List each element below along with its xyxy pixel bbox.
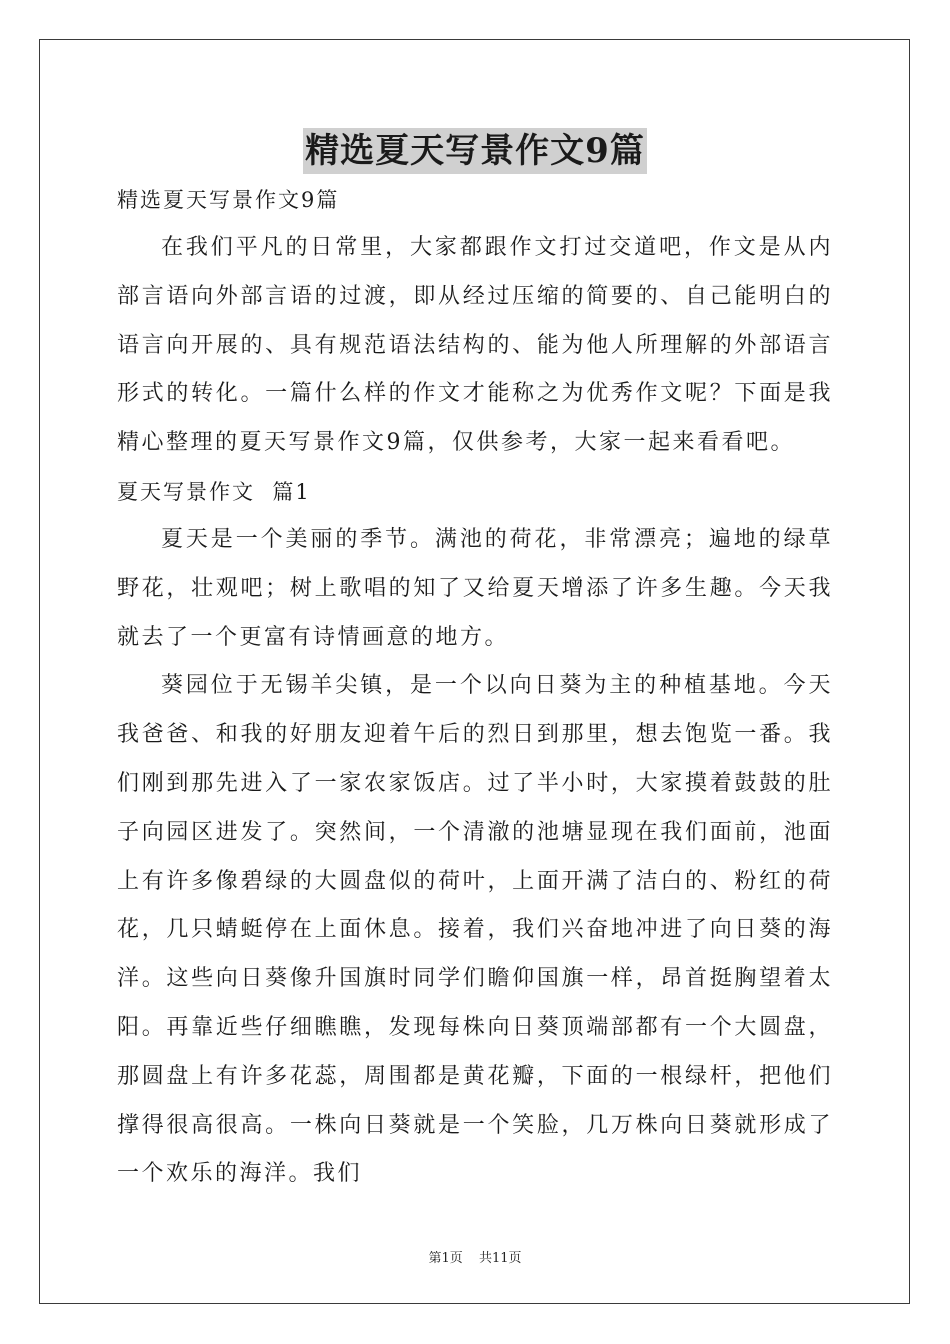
title-container bbox=[0, 128, 950, 174]
section-heading: 夏天写景作文 篇1 bbox=[117, 479, 311, 504]
document-title: 精选夏天写景作文9篇 bbox=[303, 128, 647, 174]
page-total: 共11页 bbox=[478, 1251, 522, 1266]
body-paragraph-1: 夏天是一个美丽的季节。满池的荷花，非常漂亮；遍地的绿草野花，壮观吧；树上歌唱的知了又给夏天增添了许多生趣。今天我就去了一个更富有诗情画意的地方。 bbox=[117, 526, 833, 650]
intro-paragraph: 在我们平凡的日常里，大家都跟作文打过交道吧，作文是从内部言语向外部言语的过渡，即从经过压缩的简要的、自己能明白的语言向开展的、具有规范语法结构的、能为他人所理解的外部语言形式的转化。一篇什么样的作文才能称之为优秀作文呢？下面是我精心整理的夏天写景作文9篇，仅供参考，大家一起来看看吧。 bbox=[117, 235, 833, 456]
body-paragraph-2: 葵园位于无锡羊尖镇，是一个以向日葵为主的种植基地。今天我爸爸、和我的好朋友迎着午后的烈日到那里，想去饱览一番。我们刚到那先进入了一家农家饭店。过了半小时，大家摸着鼓鼓的肚子向园区进发了。突然间，一个清澈的池塘显现在我们面前，池面上有许多像碧绿的大圆盘似的荷叶，上面开满了洁白的、粉红的荷花，几只蜻蜓停在上面休息。接着，我们兴奋地冲进了向日葵的海洋。这些向日葵像升国旗时同学们瞻仰国旗一样，昂首挺胸望着太阳。再靠近些仔细瞧瞧，发现每株向日葵顶端部都有一个大圆盘，那圆盘上有许多花蕊，周围都是黄花瓣，下面的一根绿杆，把他们撑得很高很高。一株向日葵就是一个笑脸，几万株向日葵就形成了一个欢乐的海洋。我们 bbox=[117, 673, 833, 1187]
page-footer bbox=[0, 1247, 950, 1266]
document-subtitle: 精选夏天写景作文9篇 bbox=[117, 188, 340, 212]
document-body bbox=[117, 176, 833, 1199]
page-number: 第1页 bbox=[428, 1251, 463, 1266]
